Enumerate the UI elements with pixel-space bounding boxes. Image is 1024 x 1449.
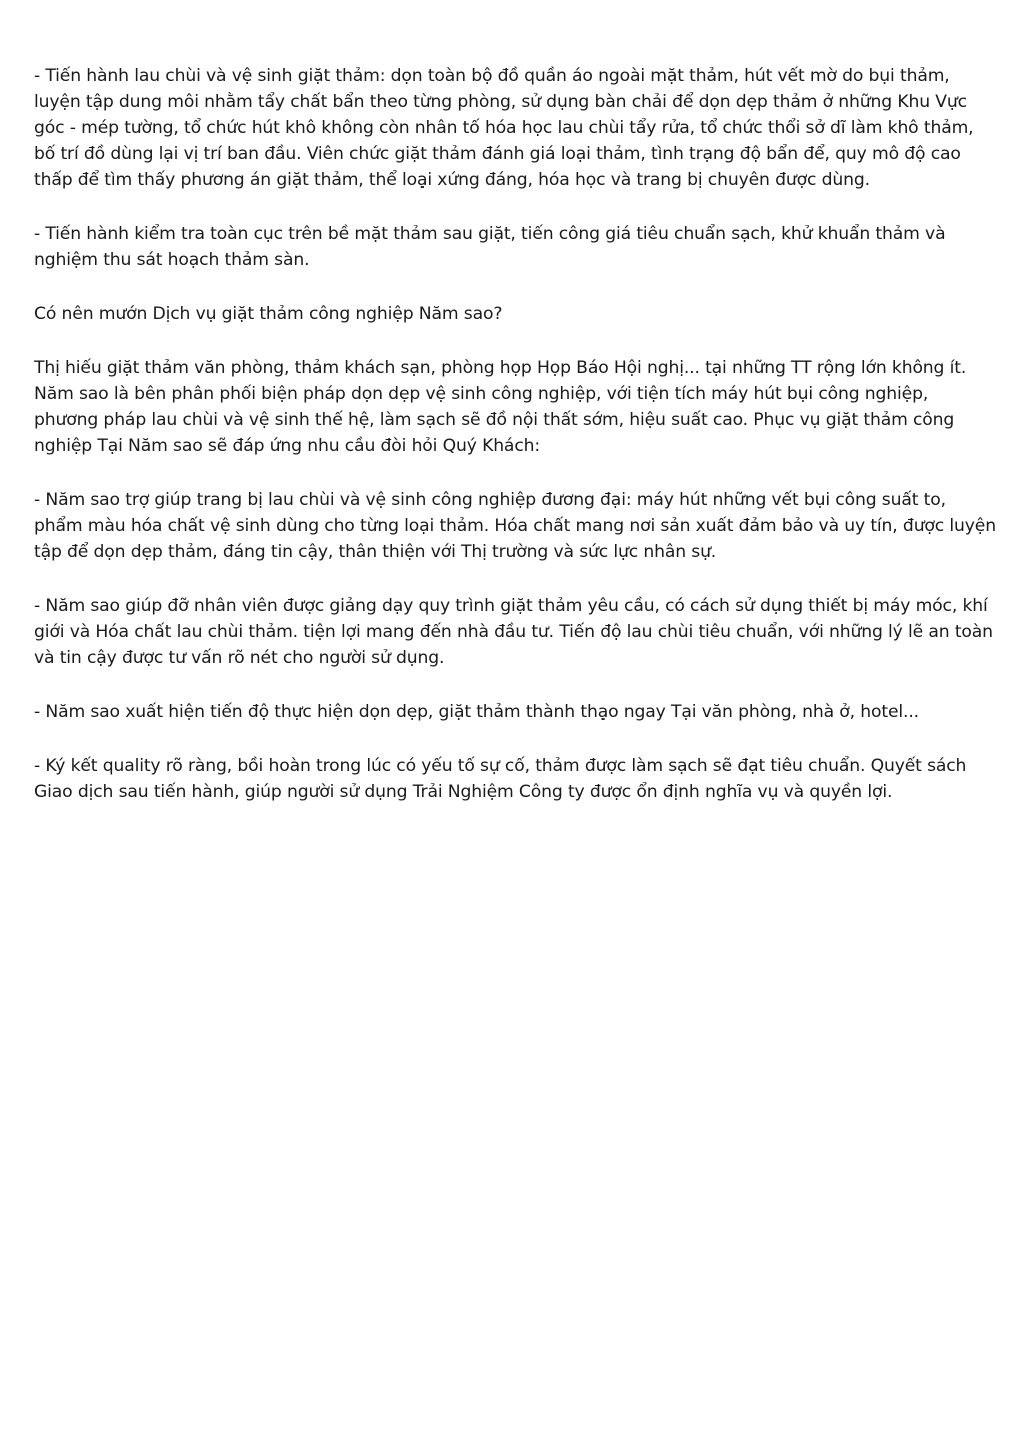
paragraph-staff-training: - Năm sao giúp đỡ nhân viên được giảng dạy quy trình giặt thảm yêu cầu, có cách sử dụng thiết bị máy móc, khí giới và Hóa chất lau chùi thảm. tiện lợi mang đến nhà đầu tư. Tiến độ lau chùi tiêu chuẩn, với những lý lẽ an toàn và tin cậy được tư vấn rõ nét cho người sử dụng. <box>34 596 993 668</box>
paragraph-question-heading: Có nên mướn Dịch vụ giặt thảm công nghiệp Năm sao? <box>34 304 503 324</box>
paragraph-inspection: - Tiến hành kiểm tra toàn cục trên bề mặt thảm sau giặt, tiến công giá tiêu chuẩn sạch, khử khuẩn thảm và nghiệm thu sát hoạch thảm sàn. <box>34 224 946 270</box>
paragraph-cleaning-steps: - Tiến hành lau chùi và vệ sinh giặt thảm: dọn toàn bộ đồ quần áo ngoài mặt thảm, hút vết mờ do bụi thảm, luyện tập dung môi nhằm tẩy chất bẩn theo từng phòng, sử dụng bàn chải để dọn dẹp thảm ở những Khu Vực góc - mép tường, tổ chức hút khô không còn nhân tố hóa học lau chùi tẩy rửa, tổ chức thổi sở dĩ làm khô thảm, bố trí đồ dùng lại vị trí ban đầu. Viên chức giặt thảm đánh giá loại thảm, tình trạng độ bẩn để, quy mô độ cao thấp để tìm thấy phương án giặt thảm, thể loạ̣i xứng đáng, hóa học và trang bị chuyên được dùng. <box>34 66 974 190</box>
document-body <box>34 63 996 833</box>
paragraph-equipment: - Năm sao trợ giúp trang bị lau chùi và vệ sinh công nghiệp đương đại: máy hút những vết bụi công suất to, phẩm màu hóa chất vệ sinh dùng cho từng loại thảm. Hóa chất mang nơi sản xuất đảm bảo và uy tín, được luyện tập để dọn dẹp thảm, đáng tin cậy, thân thiện với Thị trường và sức lực nhân sự. <box>34 490 996 562</box>
paragraph-intro-nam-sao: Thị hiếu giặt thảm văn phòng, thảm khách sạn, phòng họp Họp Báo Hội nghị... tại những TT rộng lớn không ít. Năm sao là bên phân phối biện pháp dọn dẹp vệ sinh công nghiệp, với tiện tích máy hút bụi công nghiệp, phương pháp lau chùi và vệ sinh thế hệ, làm sạch sẽ đồ nội thất sớm, hiệu suất cao. Phục vụ giặt thảm công nghiệp Tại Năm sao sẽ đáp ứng nhu cầu đòi hỏi Quý Khách: <box>34 358 967 456</box>
paragraph-schedule: - Năm sao xuất hiện tiến độ thực hiện dọn dẹp, giặt thảm thành thạ̣o ngay Tại văn phòng, nhà ở, hotel... <box>34 702 919 722</box>
paragraph-contract: - Ký kết quality rõ ràng, bồi hoàn trong lúc có yếu tố sự cố, thảm được làm sạch sẽ đạt tiêu chuẩn. Quyết sách Giao dịch sau tiến hành, giúp người sử dụng Trải Nghiệm Công ty được ổn định nghĩa vụ và quyền lợi. <box>34 756 967 802</box>
